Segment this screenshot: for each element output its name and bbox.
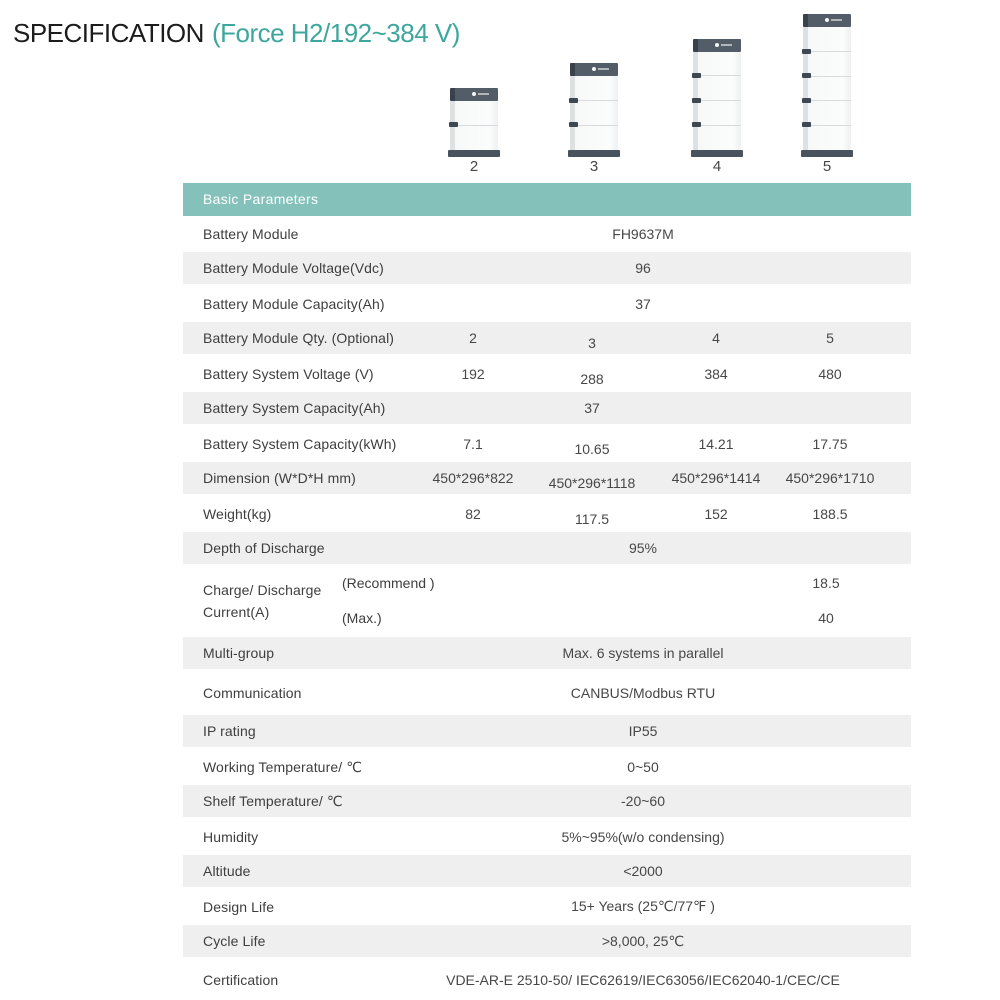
brand-logo-icon xyxy=(715,43,719,47)
row-label: Battery System Voltage (V) xyxy=(203,365,374,382)
table-row xyxy=(183,889,911,924)
battery-top-cap xyxy=(693,39,741,52)
section-header xyxy=(183,183,911,216)
battery-top-cap xyxy=(450,88,498,101)
row-value: 192 xyxy=(461,365,485,382)
row-label: Working Temperature/ ℃ xyxy=(203,758,363,775)
row-value: 450*296*822 xyxy=(432,470,514,486)
battery-module xyxy=(803,125,851,150)
row-value: 5 xyxy=(826,330,834,346)
page-title xyxy=(13,18,460,49)
spec-table-body xyxy=(183,216,911,1000)
table-row xyxy=(183,216,911,251)
row-label: Humidity xyxy=(203,828,259,845)
battery-base xyxy=(691,150,743,157)
row-value: 17.75 xyxy=(812,435,848,452)
row-label: Battery Module xyxy=(203,225,299,242)
battery-module xyxy=(693,52,741,76)
latch-clip-icon xyxy=(802,73,811,78)
page-title-model: (Force H2/192~384 V) xyxy=(211,18,460,48)
row-label: Battery Module Qty. (Optional) xyxy=(203,330,395,346)
battery-module xyxy=(570,76,618,100)
latch-clip-icon xyxy=(692,98,701,103)
battery-tower xyxy=(570,63,618,157)
row-label: Altitude xyxy=(203,863,251,879)
row-label: Communication xyxy=(203,684,302,701)
row-value: 7.1 xyxy=(463,435,483,452)
latch-clip-icon xyxy=(802,122,811,127)
row-value: 96 xyxy=(635,260,651,276)
row-label: Depth of Discharge xyxy=(203,540,325,556)
table-row xyxy=(183,671,911,714)
latch-clip-icon xyxy=(802,98,811,103)
table-row xyxy=(183,426,911,461)
row-label: Battery System Capacity(Ah) xyxy=(203,400,386,416)
row-value: 2 xyxy=(469,330,477,346)
battery-base xyxy=(448,150,500,157)
row-value: 384 xyxy=(704,365,728,382)
table-row xyxy=(183,749,911,784)
row-label: Weight(kg) xyxy=(203,505,272,522)
table-row xyxy=(183,566,911,636)
row-label: Multi-group xyxy=(203,645,275,661)
row-value: -20~60 xyxy=(621,793,665,809)
row-sublabel: (Max.) xyxy=(342,610,382,626)
table-row xyxy=(183,321,911,356)
table-row xyxy=(183,356,911,391)
spec-table xyxy=(183,183,911,1000)
row-label: Dimension (W*D*H mm) xyxy=(203,470,356,486)
row-value: 14.21 xyxy=(698,435,734,452)
battery-tower xyxy=(450,88,498,157)
battery-module xyxy=(570,100,618,125)
latch-clip-icon xyxy=(569,98,578,103)
battery-module xyxy=(803,51,851,76)
battery-module-stack xyxy=(570,76,618,150)
table-row xyxy=(183,636,911,671)
battery-tower xyxy=(803,14,851,157)
tower-count-label: 2 xyxy=(469,158,479,175)
table-row xyxy=(183,959,911,1000)
latch-clip-icon xyxy=(449,122,458,127)
battery-module xyxy=(803,27,851,51)
row-value: 450*296*1118 xyxy=(548,475,636,491)
row-value: 37 xyxy=(584,400,600,416)
page-title-main: SPECIFICATION xyxy=(13,18,204,48)
table-row xyxy=(183,286,911,321)
latch-clip-icon xyxy=(692,73,701,78)
row-sublabel: (Recommend ) xyxy=(342,575,435,591)
row-value: Max. 6 systems in parallel xyxy=(562,645,724,661)
battery-module-stack xyxy=(803,27,851,150)
row-value: IP55 xyxy=(628,723,658,739)
row-value: 152 xyxy=(704,505,728,522)
row-value: 82 xyxy=(465,505,481,522)
brand-logo-icon xyxy=(592,67,596,71)
row-label: Battery Module Voltage(Vdc) xyxy=(203,260,384,276)
row-value: 117.5 xyxy=(575,510,609,527)
table-row xyxy=(183,251,911,286)
row-value: CANBUS/Modbus RTU xyxy=(570,684,716,701)
row-label: Certification xyxy=(203,971,279,988)
row-value: 37 xyxy=(635,295,651,312)
row-label: IP rating xyxy=(203,723,256,739)
row-value: 95% xyxy=(628,540,658,556)
row-value: 288 xyxy=(580,370,604,387)
battery-base xyxy=(568,150,620,157)
tower-count-label: 5 xyxy=(822,158,832,175)
table-row xyxy=(183,854,911,889)
battery-top-cap xyxy=(570,63,618,76)
brand-logo-icon xyxy=(472,92,476,96)
row-label: Battery System Capacity(kWh) xyxy=(203,435,397,452)
row-value: 40 xyxy=(818,610,834,626)
row-value: 10.65 xyxy=(574,440,610,457)
row-label: Charge/ Discharge Current(A) xyxy=(203,582,322,620)
row-value: 18.5 xyxy=(812,575,840,591)
row-label: Shelf Temperature/ ℃ xyxy=(203,793,343,809)
battery-base xyxy=(801,150,853,157)
row-value: 0~50 xyxy=(627,758,659,775)
table-row xyxy=(183,496,911,531)
row-value: <2000 xyxy=(623,863,663,879)
battery-module xyxy=(570,125,618,150)
section-header-label: Basic Parameters xyxy=(203,191,319,207)
row-value: 450*296*1710 xyxy=(785,470,875,486)
battery-module xyxy=(450,125,498,150)
row-value: VDE-AR-E 2510-50/ IEC62619/IEC63056/IEC62040-1/CEC/CE xyxy=(446,971,840,988)
battery-top-cap xyxy=(803,14,851,27)
table-row xyxy=(183,461,911,496)
latch-clip-icon xyxy=(692,122,701,127)
tower-count-label: 3 xyxy=(589,158,599,175)
latch-clip-icon xyxy=(802,49,811,54)
latch-clip-icon xyxy=(569,122,578,127)
table-row xyxy=(183,819,911,854)
tower-count-label: 4 xyxy=(712,158,722,175)
row-value: 4 xyxy=(712,330,720,346)
table-row xyxy=(183,714,911,749)
battery-module xyxy=(450,101,498,125)
row-value: FH9637M xyxy=(612,225,674,242)
battery-module xyxy=(693,100,741,125)
row-value: >8,000, 25℃ xyxy=(601,932,685,949)
row-label: Design Life xyxy=(203,898,275,915)
row-value: 5%~95%(w/o condensing) xyxy=(561,828,725,845)
row-value: 480 xyxy=(818,365,842,382)
row-value: 3 xyxy=(588,335,596,351)
table-row xyxy=(183,531,911,566)
row-label: Battery Module Capacity(Ah) xyxy=(203,295,385,312)
row-value: 15+ Years (25℃/77℉ ) xyxy=(571,898,715,914)
row-label: Cycle Life xyxy=(203,933,266,949)
table-row xyxy=(183,391,911,426)
row-value: 450*296*1414 xyxy=(671,470,761,486)
battery-module xyxy=(693,75,741,100)
table-row xyxy=(183,924,911,959)
battery-module xyxy=(693,125,741,150)
table-row xyxy=(183,784,911,819)
battery-tower xyxy=(693,39,741,157)
battery-module xyxy=(803,76,851,101)
brand-logo-icon xyxy=(825,18,829,22)
row-value: 188.5 xyxy=(812,505,848,522)
